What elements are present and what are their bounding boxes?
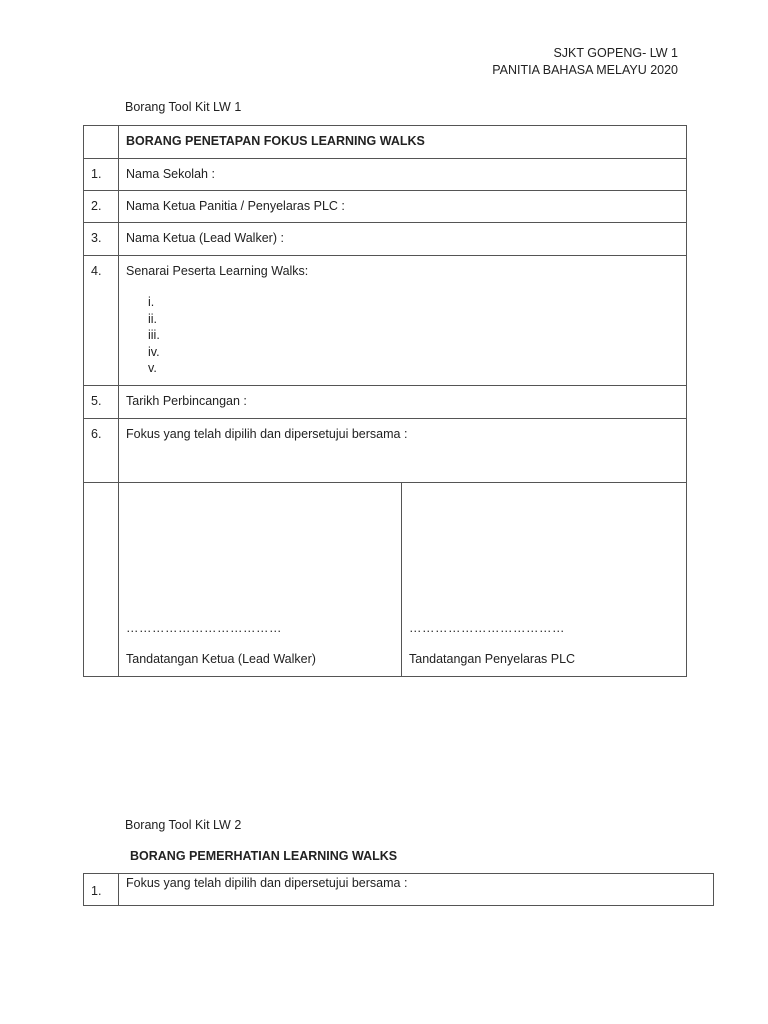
discussion-date-label: Tarikh Perbincangan : bbox=[126, 394, 247, 408]
panel-head-label: Nama Ketua Panitia / Penyelaras PLC : bbox=[126, 199, 345, 213]
form2-focus-field[interactable] bbox=[119, 874, 714, 906]
lead-walker-field[interactable] bbox=[119, 223, 687, 256]
form1-table bbox=[83, 125, 687, 677]
document-header bbox=[492, 45, 678, 79]
lead-walker-label: Nama Ketua (Lead Walker) : bbox=[126, 231, 284, 245]
list-item: v. bbox=[148, 361, 157, 375]
form1-signature-row bbox=[84, 483, 687, 677]
form1-row-4 bbox=[84, 256, 687, 386]
form1-title-row bbox=[84, 126, 687, 159]
list-item: ii. bbox=[148, 311, 158, 326]
plc-coordinator-signature-field[interactable] bbox=[402, 483, 687, 677]
form2-row-1 bbox=[84, 874, 714, 906]
participants-list bbox=[148, 294, 679, 377]
lead-walker-signature-field[interactable] bbox=[119, 483, 402, 677]
form2-focus-label: Fokus yang telah dipilih dan dipersetujui bersama : bbox=[126, 876, 408, 890]
form1-row-1 bbox=[84, 159, 687, 191]
form1-row-6 bbox=[84, 419, 687, 483]
list-item: iii. bbox=[148, 328, 160, 342]
row-number: 4. bbox=[84, 256, 119, 386]
school-name-label: Nama Sekolah : bbox=[126, 167, 215, 181]
list-item: iv. bbox=[148, 344, 160, 359]
form1-title: BORANG PENETAPAN FOKUS LEARNING WALKS bbox=[126, 134, 425, 148]
row-number: 1. bbox=[84, 159, 119, 191]
participants-label: Senarai Peserta Learning Walks: bbox=[126, 264, 309, 278]
row-number: 2. bbox=[84, 191, 119, 223]
row-number: 5. bbox=[84, 386, 119, 419]
school-name-field[interactable] bbox=[119, 159, 687, 191]
header-panel: PANITIA BAHASA MELAYU 2020 bbox=[492, 63, 678, 77]
form1-row-2 bbox=[84, 191, 687, 223]
focus-label: Fokus yang telah dipilih dan dipersetujui bersama : bbox=[126, 427, 408, 441]
signature-num-cell bbox=[84, 483, 119, 677]
row-number: 6. bbox=[84, 419, 119, 483]
panel-head-field[interactable] bbox=[119, 191, 687, 223]
focus-field[interactable] bbox=[119, 419, 687, 483]
form1-row-3 bbox=[84, 223, 687, 256]
discussion-date-field[interactable] bbox=[119, 386, 687, 419]
form1-row-5 bbox=[84, 386, 687, 419]
row-number: 3. bbox=[84, 223, 119, 256]
signature-line: ……………………………… bbox=[409, 621, 565, 635]
form2-title: BORANG PEMERHATIAN LEARNING WALKS bbox=[130, 849, 398, 863]
form1-title-cell bbox=[119, 126, 687, 159]
participants-field[interactable] bbox=[119, 256, 687, 386]
form2-label: Borang Tool Kit LW 2 bbox=[125, 818, 242, 832]
plc-coordinator-signature-label: Tandatangan Penyelaras PLC bbox=[409, 652, 576, 666]
signature-line: ……………………………… bbox=[126, 621, 282, 635]
header-school: SJKT GOPENG- LW 1 bbox=[553, 46, 678, 60]
lead-walker-signature-label: Tandatangan Ketua (Lead Walker) bbox=[126, 652, 316, 666]
form2-table bbox=[83, 873, 714, 906]
list-item: i. bbox=[148, 295, 155, 309]
row-number: 1. bbox=[84, 874, 119, 906]
form1-label: Borang Tool Kit LW 1 bbox=[125, 100, 242, 114]
form1-title-num-cell bbox=[84, 126, 119, 159]
